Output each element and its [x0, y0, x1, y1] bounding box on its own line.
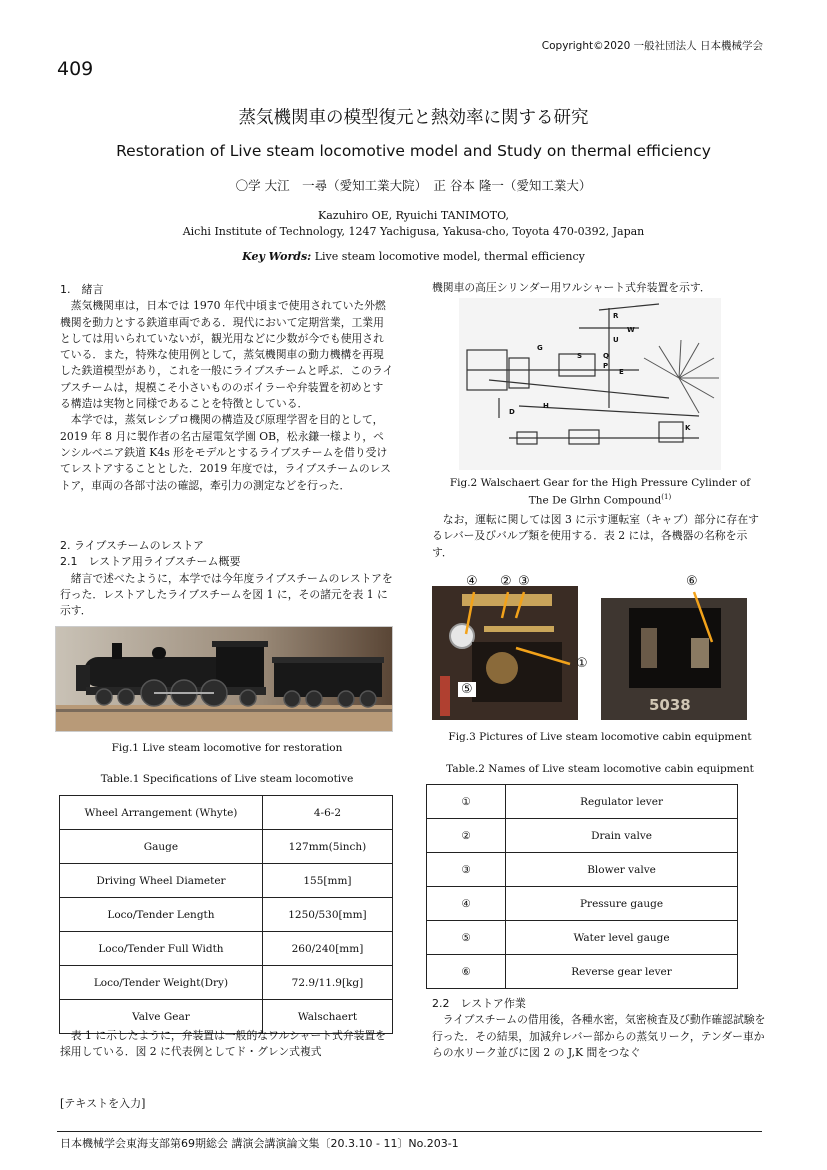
- section-1-paragraph-1: 蒸気機関車は，日本では 1970 年代中頃まで使用されていた外燃機関を動力とする鉄道車両である．現代において定期営業，工業用としては用いられていないが，観光用などに少数が今でも使用されている．また，特殊な使用例として，蒸気機関車の動力機構を再現した鉄道模型があり，これを一般にライブスチームと呼ぶ．このライブスチームは，規模こそ小さいもののボイラーや弁装置を初めとする構造は実物と同様であることを特徴としている．: [60, 299, 394, 411]
- gear-letter-u: U: [613, 336, 619, 344]
- table-cell: Valve Gear: [60, 1000, 263, 1034]
- fig3-label-5: ⑤: [458, 682, 476, 697]
- section-2-2-paragraph: ライブスチームの借用後，各種水密，気密検査及び動作確認試験を行った．その結果，加減弁レバー部からの蒸気リーク，テンダー車からの水リーク並びに図 2 の J,K 間をつなぐ: [432, 1013, 766, 1059]
- left-column-section-2: [60, 538, 394, 619]
- table-cell: Loco/Tender Full Width: [60, 932, 263, 966]
- left-column-text: [60, 282, 394, 494]
- figure-2-caption-line-2: [432, 490, 768, 508]
- table-1-specifications: [59, 795, 393, 1034]
- table-cell: ⑥: [427, 955, 506, 989]
- keywords-label: Key Words:: [242, 250, 312, 263]
- figure-2-caption: [432, 476, 768, 508]
- table-cell: ②: [427, 819, 506, 853]
- table-cell: ③: [427, 853, 506, 887]
- section-1-heading: 1. 緒言: [60, 283, 104, 296]
- table-cell: 127mm(5inch): [262, 830, 392, 864]
- cabin-left-illustration: [432, 586, 578, 720]
- locomotive-illustration: [56, 627, 392, 731]
- gear-letter-q: Q: [603, 352, 609, 360]
- table-row: [60, 864, 393, 898]
- table-2-equipment-names: [426, 784, 738, 989]
- gear-letter-g: G: [537, 344, 543, 352]
- table-row: [427, 853, 738, 887]
- table-cell: ①: [427, 785, 506, 819]
- right-column-top: [432, 280, 768, 296]
- table-cell: 4-6-2: [262, 796, 392, 830]
- section-1-paragraph-2: 本学では，蒸気レシプロ機関の構造及び原理学習を目的として，2019 年 8 月に製作者の名古屋電気学園 OB，松永鎌一様より，ペンシルベニア鉄道 K4s 形をモデルとするライブスチームを借り受けてレストアすることとした．2019 年度では，ライブスチームのレストア，車両の各部寸法の確認，牽引力の測定などを行った．: [60, 413, 391, 492]
- table-row: [60, 932, 393, 966]
- author-names: Kazuhiro OE, Ryuichi TANIMOTO,: [318, 209, 509, 222]
- table-row: [427, 887, 738, 921]
- gear-letter-w: W: [627, 326, 635, 334]
- authors-english: [0, 208, 827, 240]
- table-row: [427, 955, 738, 989]
- fig3-label-4: ④: [466, 574, 478, 589]
- author-affiliation: Aichi Institute of Technology, 1247 Yachigusa, Yakusa-cho, Toyota 470-0392, Japan: [182, 225, 645, 238]
- title-english: Restoration of Live steam locomotive model and Study on thermal efficiency: [116, 142, 711, 160]
- copyright-notice: Copyright©2020 一般社団法人 日本機械学会: [541, 40, 763, 52]
- gear-letter-k: K: [685, 424, 691, 432]
- table-cell: Loco/Tender Length: [60, 898, 263, 932]
- section-2-heading: 2. ライブスチームのレストア: [60, 539, 205, 552]
- table-row: [60, 966, 393, 1000]
- table-cell: Blower valve: [506, 853, 738, 887]
- right-top-paragraph: 機関車の高圧シリンダー用ワルシャート式弁装置を示す．: [432, 281, 711, 294]
- table-1-caption: Table.1 Specifications of Live steam locomotive: [100, 773, 354, 785]
- table-cell: Walschaert: [262, 1000, 392, 1034]
- table-row: [60, 830, 393, 864]
- table-cell: 260/240[mm]: [262, 932, 392, 966]
- figure-1-caption: Fig.1 Live steam locomotive for restoration: [111, 742, 343, 754]
- paragraph-after-table-1: 表 1 に示したように，弁装置は一般的なワルシャート式弁装置を採用している．図 2 に代表例としてド・グレン式複式: [60, 1029, 387, 1059]
- figure-2-valve-gear-drawing: [459, 298, 721, 470]
- gear-letter-s: S: [577, 352, 583, 360]
- table-row: [60, 796, 393, 830]
- right-column-section-2-2: [432, 996, 768, 1061]
- section-2-2-heading: 2.2 レストア作業: [432, 997, 526, 1010]
- figure-3-cabin-photo-right: [601, 598, 747, 720]
- placeholder-note: [テキストを入力]: [60, 1097, 146, 1110]
- authors-japanese: 〇学 大江 一尋（愛知工業大院） 正 谷本 隆一（愛知工業大）: [235, 178, 592, 193]
- figure-1-locomotive-photo: [55, 626, 393, 732]
- keywords: [0, 250, 827, 263]
- proceedings-footer: 日本機械学会東海支部第69期総会 講演会講演論文集〔20.3.10 - 11〕No.203-1: [60, 1137, 459, 1150]
- table-row: [427, 819, 738, 853]
- table-cell: Gauge: [60, 830, 263, 864]
- figure-3-caption: Fig.3 Pictures of Live steam locomotive cabin equipment: [448, 731, 752, 743]
- table-cell: Water level gauge: [506, 921, 738, 955]
- section-2-1-paragraph: 緒言で述べたように，本学では今年度ライブスチームのレストアを行った．レストアしたライブスチームを図 1 に，その諸元を表 1 に示す．: [60, 571, 393, 618]
- gear-letter-e: E: [619, 368, 624, 376]
- section-2-1-heading: 2.1 レストア用ライブスチーム概要: [60, 555, 241, 569]
- table-cell: Loco/Tender Weight(Dry): [60, 966, 263, 1000]
- fig3-label-1: ①: [576, 656, 588, 671]
- table-row: [427, 785, 738, 819]
- gear-letter-p: P: [603, 362, 609, 370]
- fig3-label-2: ②: [500, 574, 512, 589]
- title-japanese: 蒸気機関車の模型復元と熱効率に関する研究: [238, 108, 589, 128]
- table-cell: Drain valve: [506, 819, 738, 853]
- table-row: [60, 898, 393, 932]
- footer-divider: [57, 1131, 762, 1132]
- table-cell: 1250/530[mm]: [262, 898, 392, 932]
- table-cell: Pressure gauge: [506, 887, 738, 921]
- figure-2-caption-line-1: Fig.2 Walschaert Gear for the High Pressure Cylinder of: [449, 477, 751, 489]
- gear-letter-h: H: [543, 402, 549, 410]
- table-cell: Regulator lever: [506, 785, 738, 819]
- valve-gear-illustration: [459, 298, 721, 470]
- table-cell: 155[mm]: [262, 864, 392, 898]
- figure-3-cabin-photo-left: [432, 586, 578, 720]
- table-cell: Reverse gear lever: [506, 955, 738, 989]
- page-number: 409: [57, 58, 94, 80]
- table-cell: Wheel Arrangement (Whyte): [60, 796, 263, 830]
- left-column-after-table: [60, 1028, 394, 1061]
- table-cell: ④: [427, 887, 506, 921]
- cab-number-plate: 5038: [649, 696, 691, 714]
- gear-letter-r: R: [613, 312, 619, 320]
- table-row: [427, 921, 738, 955]
- right-column-paragraph-2: [432, 512, 768, 561]
- figure-2-reference: (1): [661, 493, 672, 501]
- keywords-text: Live steam locomotive model, thermal efficiency: [314, 250, 585, 263]
- table-cell: ⑤: [427, 921, 506, 955]
- right-paragraph-2: なお，運転に関しては図 3 に示す運転室（キャブ）部分に存在するレバー及びバルブ類を使用する．表 2 には，各機器の名称を示す．: [432, 513, 759, 559]
- table-2-caption: Table.2 Names of Live steam locomotive cabin equipment: [446, 763, 754, 775]
- table-cell: 72.9/11.9[kg]: [262, 966, 392, 1000]
- gear-letter-d: D: [509, 408, 515, 416]
- fig3-label-6: ⑥: [686, 574, 698, 589]
- table-cell: Driving Wheel Diameter: [60, 864, 263, 898]
- fig3-label-3: ③: [518, 574, 530, 589]
- cabin-right-illustration: [601, 598, 747, 720]
- figure-2-caption-line-2-text: The De Glrhn Compound: [528, 494, 662, 507]
